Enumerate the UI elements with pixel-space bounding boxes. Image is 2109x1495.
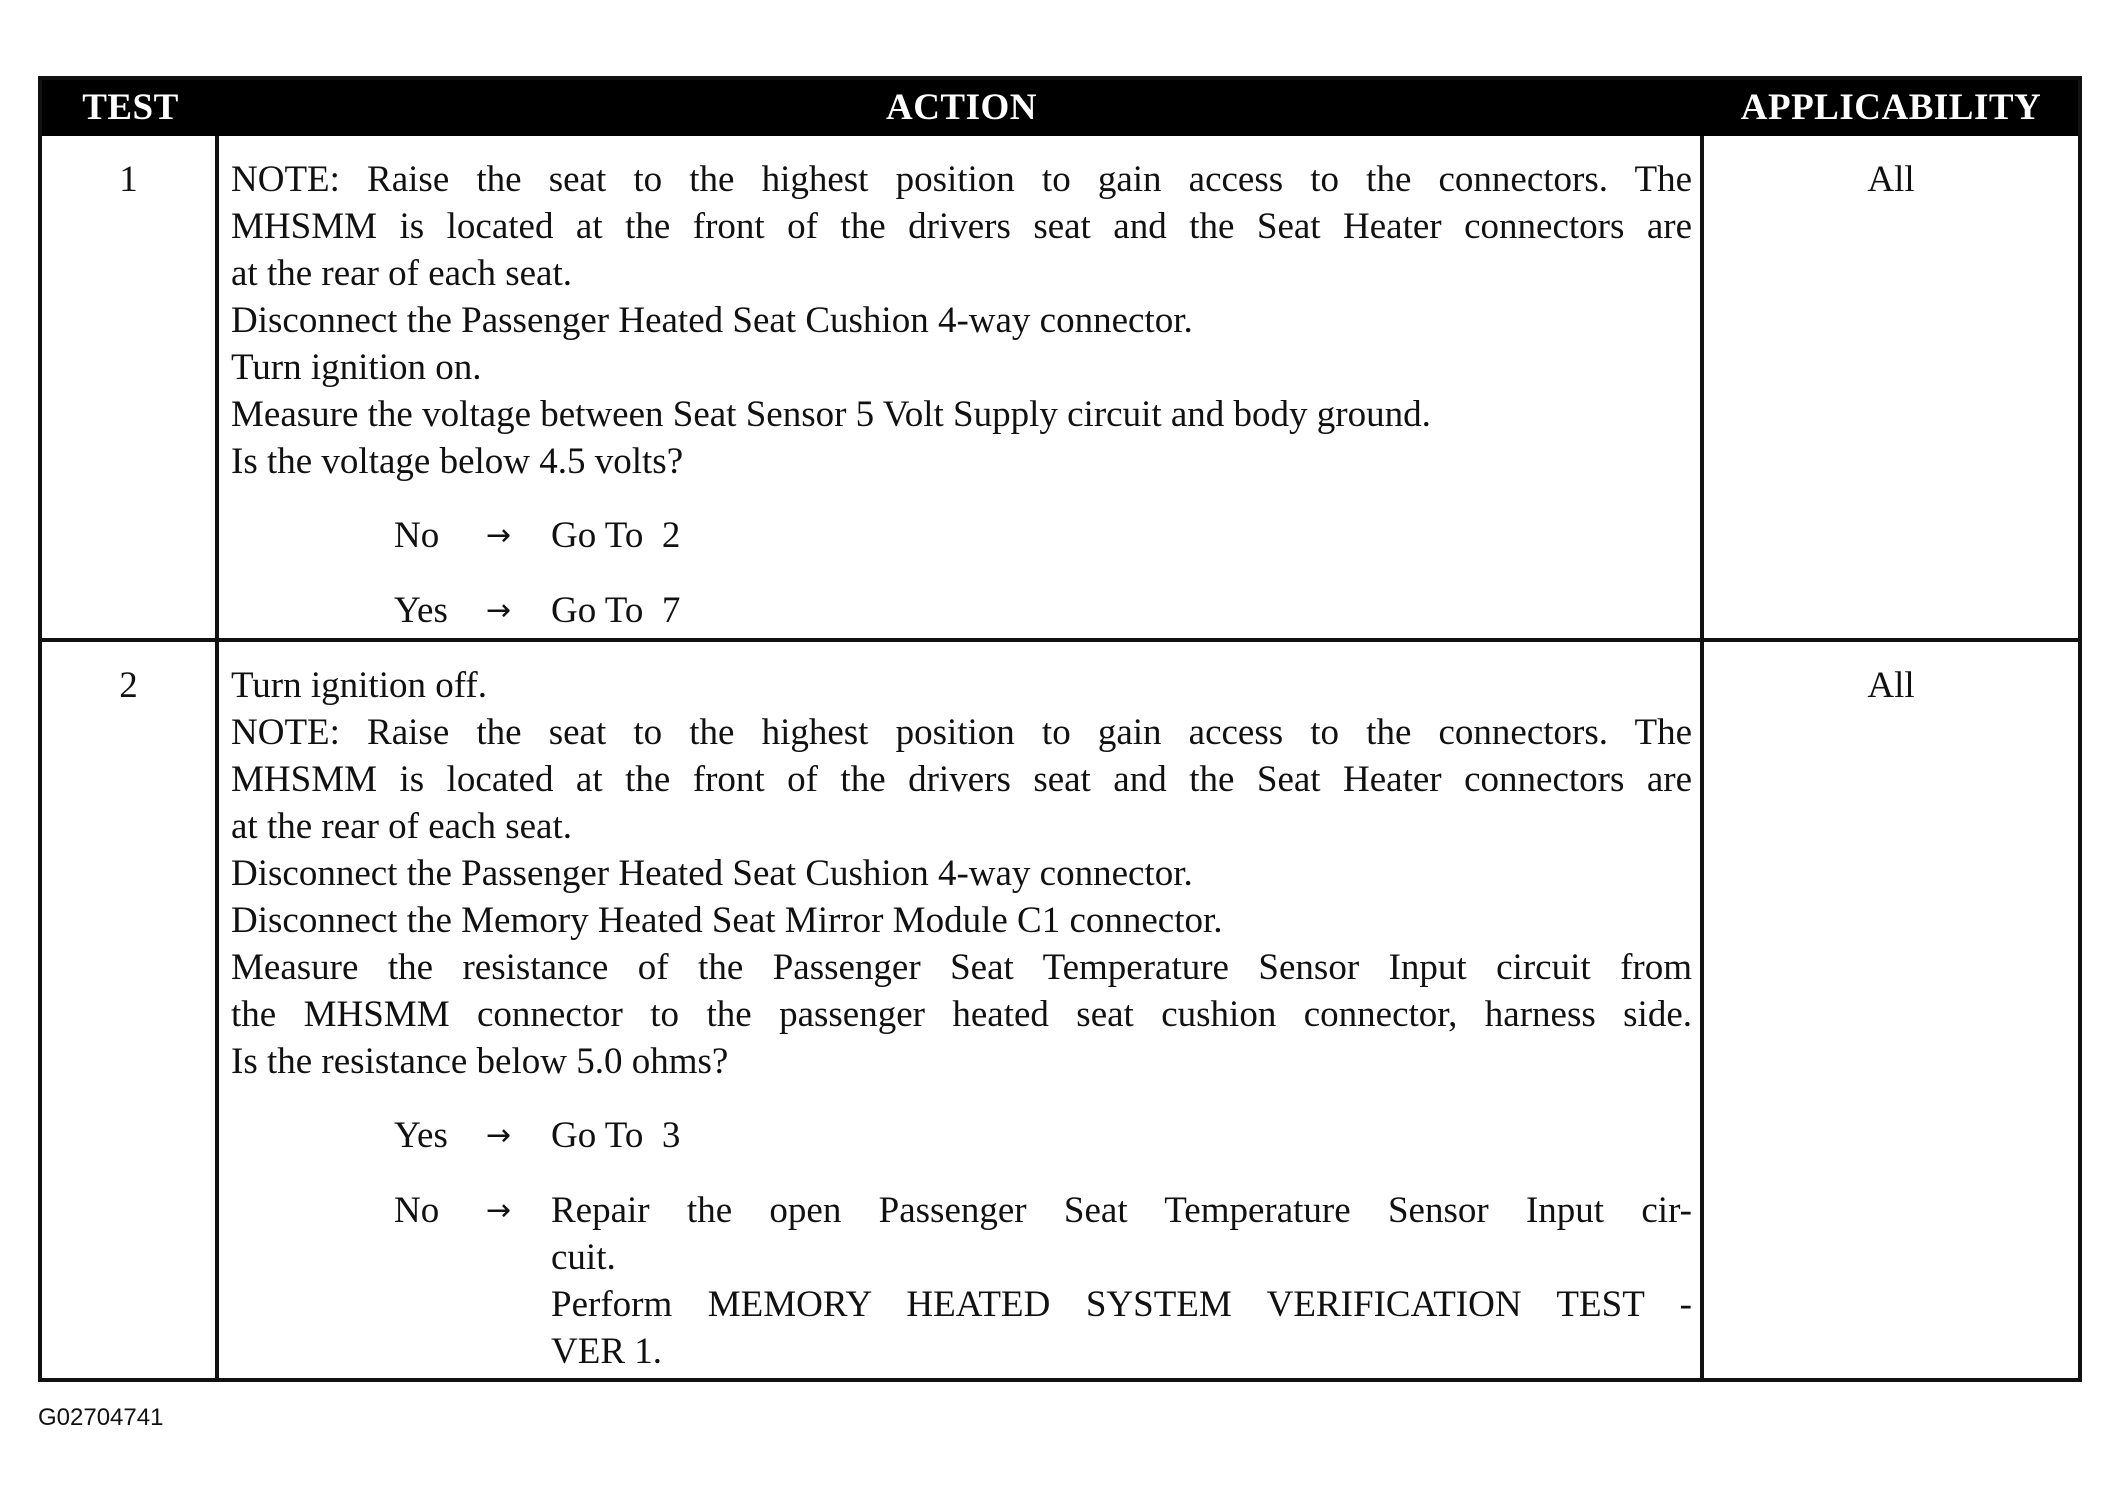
header-applicability: APPLICABILITY	[1704, 80, 2078, 136]
action-line: NOTE: Raise the seat to the highest position to gain access to the connectors. The	[231, 712, 1692, 753]
branch-result-line: Go To 7	[551, 590, 681, 631]
action-line: Disconnect the Passenger Heated Seat Cushion 4-way connector.	[231, 300, 1193, 341]
branch-row	[394, 1187, 1692, 1375]
branch-list	[394, 512, 1692, 634]
branch-result-line: Repair the open Passenger Seat Temperature Sensor Input cir-	[551, 1190, 1692, 1231]
right-arrow-icon: →	[486, 1118, 512, 1153]
test-number-1: 1	[42, 136, 219, 642]
test-number-2: 2	[42, 642, 219, 1378]
action-cell-2	[219, 642, 1704, 1378]
action-line: Disconnect the Passenger Heated Seat Cushion 4-way connector.	[231, 853, 1193, 894]
branch-row	[394, 1112, 1692, 1159]
right-arrow-icon: →	[486, 518, 512, 553]
action-line: Disconnect the Memory Heated Seat Mirror Module C1 connector.	[231, 900, 1223, 941]
right-arrow-icon: →	[486, 593, 512, 628]
branch-answer: No	[394, 1190, 440, 1231]
header-action: ACTION	[219, 80, 1704, 136]
applicability-1: All	[1704, 136, 2078, 642]
action-line: at the rear of each seat.	[231, 806, 573, 847]
diagnostic-test-table	[38, 76, 2082, 1382]
action-line: at the rear of each seat.	[231, 253, 573, 294]
right-arrow-icon: →	[486, 1193, 512, 1228]
action-line: the MHSMM connector to the passenger heated seat cushion connector, harness side.	[231, 994, 1692, 1035]
branch-row	[394, 587, 1692, 634]
branch-answer: No	[394, 515, 440, 556]
figure-id: G02704741	[38, 1404, 164, 1431]
branch-result	[551, 587, 1692, 634]
branch-result	[551, 1112, 1692, 1159]
action-line: Turn ignition off.	[231, 665, 487, 706]
action-line: Measure the voltage between Seat Sensor 5 Volt Supply circuit and body ground.	[231, 394, 1431, 435]
action-line: MHSMM is located at the front of the drivers seat and the Seat Heater connectors are	[231, 759, 1692, 800]
action-line: NOTE: Raise the seat to the highest position to gain access to the connectors. The	[231, 159, 1692, 200]
branch-result-line: Perform MEMORY HEATED SYSTEM VERIFICATION TEST -	[551, 1284, 1692, 1325]
action-line: Turn ignition on.	[231, 347, 482, 388]
action-line: MHSMM is located at the front of the drivers seat and the Seat Heater connectors are	[231, 206, 1692, 247]
action-line: Is the resistance below 5.0 ohms?	[231, 1041, 729, 1082]
branch-result-line: cuit.	[551, 1237, 616, 1278]
branch-result-line: Go To 2	[551, 515, 681, 556]
branch-result	[551, 1187, 1692, 1375]
branch-result-line: VER 1.	[551, 1331, 662, 1372]
action-line: Is the voltage below 4.5 volts?	[231, 441, 684, 482]
applicability-2: All	[1867, 665, 1915, 706]
branch-result-line: Go To 3	[551, 1115, 681, 1156]
branch-row	[394, 512, 1692, 559]
action-line: Measure the resistance of the Passenger Seat Temperature Sensor Input circuit from	[231, 947, 1692, 988]
branch-answer: Yes	[394, 590, 448, 631]
branch-result	[551, 512, 1692, 559]
action-cell-1	[219, 136, 1704, 642]
header-test: TEST	[42, 80, 219, 136]
branch-list	[394, 1112, 1692, 1375]
branch-answer: Yes	[394, 1115, 448, 1156]
